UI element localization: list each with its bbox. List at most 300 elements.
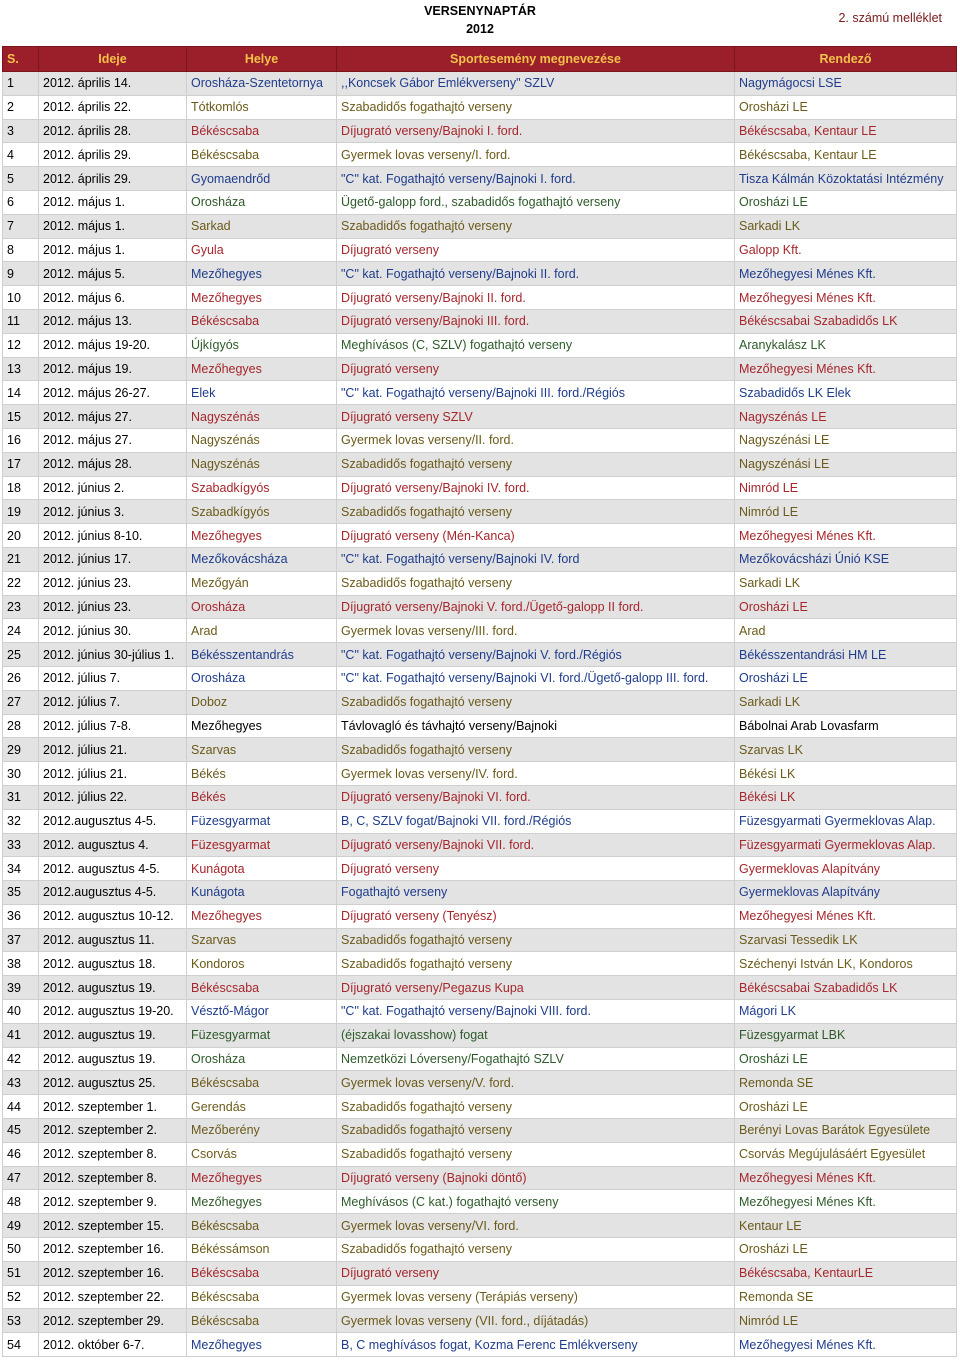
table-row [3,1261,957,1285]
row-number-cell: 24 [3,619,39,643]
organizer-cell: Nagyszénási LE [735,452,957,476]
date-cell: 2012. július 22. [39,785,187,809]
table-row [3,904,957,928]
date-cell: 2012. szeptember 8. [39,1166,187,1190]
place-cell: Békésszentandrás [187,643,337,667]
date-cell: 2012.augusztus 4-5. [39,881,187,905]
date-cell: 2012. szeptember 16. [39,1261,187,1285]
table-row [3,1119,957,1143]
organizer-cell: Orosházi LE [735,190,957,214]
organizer-cell: Gyermeklovas Alapítvány [735,881,957,905]
row-number-cell: 12 [3,333,39,357]
event-cell: "C" kat. Fogathajtó verseny/Bajnoki III. ford./Régiós [337,381,735,405]
date-cell: 2012. április 22. [39,95,187,119]
row-number-cell: 26 [3,666,39,690]
row-number-cell: 36 [3,904,39,928]
organizer-cell: Füzesgyarmati Gyermeklovas Alap. [735,809,957,833]
row-number-cell: 51 [3,1261,39,1285]
organizer-cell: Békéscsaba, Kentaur LE [735,119,957,143]
place-cell: Mezőberény [187,1119,337,1143]
date-cell: 2012. június 30. [39,619,187,643]
event-cell: Díjugrató verseny/Bajnoki VII. ford. [337,833,735,857]
organizer-cell: Békéscsabai Szabadidős LK [735,976,957,1000]
table-row [3,238,957,262]
table-row [3,190,957,214]
organizer-cell: Nagyszénás LE [735,405,957,429]
column-header-place: Helye [187,47,337,72]
organizer-cell: Mezőhegyesi Ménes Kft. [735,524,957,548]
place-cell: Mezőgyán [187,571,337,595]
organizer-cell: Orosházi LE [735,595,957,619]
organizer-cell: Bábolnai Arab Lovasfarm [735,714,957,738]
row-number-cell: 45 [3,1119,39,1143]
place-cell: Szarvas [187,928,337,952]
date-cell: 2012. április 14. [39,72,187,96]
place-cell: Kunágota [187,857,337,881]
organizer-cell: Mezőhegyesi Ménes Kft. [735,1166,957,1190]
event-cell: Szabadidős fogathajtó verseny [337,952,735,976]
table-row [3,1238,957,1262]
row-number-cell: 27 [3,690,39,714]
row-number-cell: 19 [3,500,39,524]
row-number-cell: 46 [3,1142,39,1166]
event-cell: "C" kat. Fogathajtó verseny/Bajnoki V. ford./Régiós [337,643,735,667]
organizer-cell: Szarvasi Tessedik LK [735,928,957,952]
date-cell: 2012. június 30-július 1. [39,643,187,667]
date-cell: 2012. május 19. [39,357,187,381]
table-row [3,1000,957,1024]
row-number-cell: 29 [3,738,39,762]
event-cell: Meghívásos (C, SZLV) fogathajtó verseny [337,333,735,357]
date-cell: 2012. szeptember 29. [39,1309,187,1333]
table-row [3,785,957,809]
organizer-cell: Orosházi LE [735,666,957,690]
place-cell: Békés [187,785,337,809]
place-cell: Kondoros [187,952,337,976]
row-number-cell: 18 [3,476,39,500]
date-cell: 2012. július 21. [39,762,187,786]
event-cell: Gyermek lovas verseny/IV. ford. [337,762,735,786]
event-cell: Szabadidős fogathajtó verseny [337,738,735,762]
row-number-cell: 35 [3,881,39,905]
event-cell: Díjugrató verseny (Bajnoki döntő) [337,1166,735,1190]
date-cell: 2012. május 19-20. [39,333,187,357]
date-cell: 2012. május 27. [39,405,187,429]
date-cell: 2012. szeptember 16. [39,1238,187,1262]
place-cell: Békéscsaba [187,309,337,333]
organizer-cell: Mezőhegyesi Ménes Kft. [735,1190,957,1214]
event-cell: Szabadidős fogathajtó verseny [337,1095,735,1119]
event-cell: Távlovagló és távhajtó verseny/Bajnoki [337,714,735,738]
row-number-cell: 6 [3,190,39,214]
table-row [3,1214,957,1238]
organizer-cell: Békésszentandrási HM LE [735,643,957,667]
event-cell: Gyermek lovas verseny/V. ford. [337,1071,735,1095]
place-cell: Orosháza [187,1047,337,1071]
organizer-cell: Szarvas LK [735,738,957,762]
table-row [3,881,957,905]
date-cell: 2012. június 17. [39,547,187,571]
organizer-cell: Sarkadi LK [735,571,957,595]
row-number-cell: 21 [3,547,39,571]
column-header-date: Ideje [39,47,187,72]
table-row [3,762,957,786]
row-number-cell: 25 [3,643,39,667]
event-cell: Szabadidős fogathajtó verseny [337,1142,735,1166]
organizer-cell: Arad [735,619,957,643]
place-cell: Nagyszénás [187,452,337,476]
place-cell: Békéscsaba [187,1309,337,1333]
table-row [3,119,957,143]
event-cell: Díjugrató verseny [337,238,735,262]
event-cell: Díjugrató verseny [337,357,735,381]
row-number-cell: 22 [3,571,39,595]
row-number-cell: 5 [3,167,39,191]
event-cell: Fogathajtó verseny [337,881,735,905]
row-number-cell: 34 [3,857,39,881]
event-cell: Díjugrató verseny (Tenyész) [337,904,735,928]
date-cell: 2012. május 13. [39,309,187,333]
date-cell: 2012. május 1. [39,214,187,238]
organizer-cell: Mezőhegyesi Ménes Kft. [735,357,957,381]
event-cell: Gyermek lovas verseny/VI. ford. [337,1214,735,1238]
place-cell: Gerendás [187,1095,337,1119]
event-cell: Díjugrató verseny/Bajnoki III. ford. [337,309,735,333]
place-cell: Doboz [187,690,337,714]
place-cell: Mezőhegyes [187,524,337,548]
table-row [3,571,957,595]
table-row [3,405,957,429]
table-row [3,286,957,310]
date-cell: 2012. szeptember 9. [39,1190,187,1214]
event-cell: Díjugrató verseny (Mén-Kanca) [337,524,735,548]
place-cell: Nagyszénás [187,405,337,429]
place-cell: Békéscsaba [187,1285,337,1309]
table-row [3,547,957,571]
event-cell: Meghívásos (C kat.) fogathajtó verseny [337,1190,735,1214]
organizer-cell: Mezőhegyesi Ménes Kft. [735,286,957,310]
date-cell: 2012. augusztus 19. [39,1023,187,1047]
table-row [3,72,957,96]
place-cell: Sarkad [187,214,337,238]
date-cell: 2012. július 7. [39,666,187,690]
column-header-number: S. [3,47,39,72]
place-cell: Tótkomlós [187,95,337,119]
row-number-cell: 37 [3,928,39,952]
organizer-cell: Sarkadi LK [735,214,957,238]
place-cell: Újkígyós [187,333,337,357]
table-row [3,357,957,381]
event-cell: Gyermek lovas verseny/I. ford. [337,143,735,167]
organizer-cell: Orosházi LE [735,1095,957,1119]
date-cell: 2012. június 3. [39,500,187,524]
table-row [3,333,957,357]
table-row [3,1095,957,1119]
date-cell: 2012. augusztus 19. [39,1047,187,1071]
document-title: VERSENYNAPTÁR [424,4,536,18]
date-cell: 2012. augusztus 10-12. [39,904,187,928]
place-cell: Csorvás [187,1142,337,1166]
organizer-cell: Remonda SE [735,1071,957,1095]
place-cell: Mezőhegyes [187,1333,337,1357]
event-cell: Díjugrató verseny SZLV [337,405,735,429]
date-cell: 2012. augusztus 19. [39,976,187,1000]
organizer-cell: Füzesgyarmat LBK [735,1023,957,1047]
organizer-cell: Mezőhegyesi Ménes Kft. [735,1333,957,1357]
date-cell: 2012. szeptember 1. [39,1095,187,1119]
table-row [3,95,957,119]
date-cell: 2012. június 23. [39,595,187,619]
row-number-cell: 54 [3,1333,39,1357]
organizer-cell: Békéscsaba, Kentaur LE [735,143,957,167]
table-row [3,643,957,667]
place-cell: Békéscsaba [187,1214,337,1238]
date-cell: 2012. május 1. [39,238,187,262]
organizer-cell: Szabadidős LK Elek [735,381,957,405]
row-number-cell: 17 [3,452,39,476]
event-cell: Gyermek lovas verseny/III. ford. [337,619,735,643]
date-cell: 2012. május 28. [39,452,187,476]
date-cell: 2012. július 7-8. [39,714,187,738]
date-cell: 2012. április 29. [39,143,187,167]
column-header-event: Sportesemény megnevezése [337,47,735,72]
organizer-cell: Sarkadi LK [735,690,957,714]
date-cell: 2012. május 26-27. [39,381,187,405]
row-number-cell: 48 [3,1190,39,1214]
date-cell: 2012.augusztus 4-5. [39,809,187,833]
place-cell: Füzesgyarmat [187,809,337,833]
table-row [3,1071,957,1095]
table-body [3,72,957,1357]
place-cell: Mezőhegyes [187,904,337,928]
event-cell: Szabadidős fogathajtó verseny [337,928,735,952]
date-cell: 2012. augusztus 4-5. [39,857,187,881]
place-cell: Orosháza [187,666,337,690]
row-number-cell: 47 [3,1166,39,1190]
place-cell: Mezőhegyes [187,1166,337,1190]
date-cell: 2012. augusztus 19-20. [39,1000,187,1024]
date-cell: 2012. október 6-7. [39,1333,187,1357]
organizer-cell: Remonda SE [735,1285,957,1309]
row-number-cell: 8 [3,238,39,262]
table-header-row [3,47,957,72]
row-number-cell: 13 [3,357,39,381]
place-cell: Mezőhegyes [187,1190,337,1214]
date-cell: 2012. július 21. [39,738,187,762]
place-cell: Békéscsaba [187,1071,337,1095]
event-cell: Szabadidős fogathajtó verseny [337,1238,735,1262]
row-number-cell: 53 [3,1309,39,1333]
place-cell: Mezőhegyes [187,357,337,381]
event-cell: "C" kat. Fogathajtó verseny/Bajnoki II. ford. [337,262,735,286]
row-number-cell: 11 [3,309,39,333]
table-row [3,809,957,833]
place-cell: Szabadkígyós [187,500,337,524]
event-cell: Gyermek lovas verseny/II. ford. [337,428,735,452]
organizer-cell: Nimród LE [735,1309,957,1333]
table-row [3,500,957,524]
date-cell: 2012. június 23. [39,571,187,595]
event-cell: "C" kat. Fogathajtó verseny/Bajnoki VIII. ford. [337,1000,735,1024]
organizer-cell: Széchenyi István LK, Kondoros [735,952,957,976]
row-number-cell: 2 [3,95,39,119]
table-row [3,524,957,548]
table-row [3,167,957,191]
row-number-cell: 10 [3,286,39,310]
organizer-cell: Mágori LK [735,1000,957,1024]
organizer-cell: Békéscsabai Szabadidős LK [735,309,957,333]
place-cell: Orosháza-Szentetornya [187,72,337,96]
place-cell: Elek [187,381,337,405]
event-cell: "C" kat. Fogathajtó verseny/Bajnoki VI. ford./Ügető-galopp III. ford. [337,666,735,690]
column-header-organizer: Rendező [735,47,957,72]
event-cell: Szabadidős fogathajtó verseny [337,500,735,524]
date-cell: 2012. május 5. [39,262,187,286]
date-cell: 2012. szeptember 15. [39,1214,187,1238]
document-year: 2012 [466,22,494,36]
date-cell: 2012. június 2. [39,476,187,500]
organizer-cell: Nimród LE [735,500,957,524]
event-cell: Szabadidős fogathajtó verseny [337,95,735,119]
place-cell: Kunágota [187,881,337,905]
table-row [3,1047,957,1071]
organizer-cell: Galopp Kft. [735,238,957,262]
organizer-cell: Füzesgyarmati Gyermeklovas Alap. [735,833,957,857]
event-cell: Díjugrató verseny/Bajnoki II. ford. [337,286,735,310]
table-row [3,833,957,857]
table-row [3,1285,957,1309]
event-cell: (éjszakai lovasshow) fogat [337,1023,735,1047]
organizer-cell: Mezőhegyesi Ménes Kft. [735,904,957,928]
event-cell: Díjugrató verseny/Bajnoki I. ford. [337,119,735,143]
place-cell: Mezőhegyes [187,714,337,738]
event-cell: B, C meghívásos fogat, Kozma Ferenc Emlékverseny [337,1333,735,1357]
place-cell: Mezőhegyes [187,286,337,310]
organizer-cell: Aranykalász LK [735,333,957,357]
event-cell: Gyermek lovas verseny (Terápiás verseny) [337,1285,735,1309]
place-cell: Mezőhegyes [187,262,337,286]
row-number-cell: 31 [3,785,39,809]
organizer-cell: Orosházi LE [735,1238,957,1262]
table-row [3,714,957,738]
row-number-cell: 32 [3,809,39,833]
table-row [3,690,957,714]
date-cell: 2012. augusztus 18. [39,952,187,976]
event-cell: "C" kat. Fogathajtó verseny/Bajnoki IV. ford [337,547,735,571]
row-number-cell: 41 [3,1023,39,1047]
organizer-cell: Tisza Kálmán Közoktatási Intézmény [735,167,957,191]
date-cell: 2012. szeptember 22. [39,1285,187,1309]
event-cell: Szabadidős fogathajtó verseny [337,690,735,714]
table-row [3,1333,957,1357]
table-row [3,476,957,500]
row-number-cell: 44 [3,1095,39,1119]
table-row [3,1023,957,1047]
table-row [3,1190,957,1214]
table-row [3,428,957,452]
event-cell: Szabadidős fogathajtó verseny [337,1119,735,1143]
date-cell: 2012. május 27. [39,428,187,452]
row-number-cell: 28 [3,714,39,738]
date-cell: 2012. július 7. [39,690,187,714]
date-cell: 2012. augusztus 11. [39,928,187,952]
place-cell: Füzesgyarmat [187,833,337,857]
event-cell: Díjugrató verseny [337,857,735,881]
table-row [3,619,957,643]
event-calendar-table [2,46,957,1357]
row-number-cell: 40 [3,1000,39,1024]
event-cell: Díjugrató verseny/Bajnoki VI. ford. [337,785,735,809]
table-row [3,976,957,1000]
table-row [3,143,957,167]
place-cell: Békéscsaba [187,1261,337,1285]
place-cell: Gyomaendrőd [187,167,337,191]
row-number-cell: 15 [3,405,39,429]
event-cell: Díjugrató verseny/Bajnoki V. ford./Ügető-galopp II ford. [337,595,735,619]
row-number-cell: 33 [3,833,39,857]
date-cell: 2012. szeptember 2. [39,1119,187,1143]
organizer-cell: Békési LK [735,785,957,809]
place-cell: Békéscsaba [187,119,337,143]
organizer-cell: Nagyszénási LE [735,428,957,452]
table-row [3,452,957,476]
date-cell: 2012. május 1. [39,190,187,214]
row-number-cell: 38 [3,952,39,976]
row-number-cell: 39 [3,976,39,1000]
place-cell: Békéscsaba [187,143,337,167]
organizer-cell: Csorvás Megújulásáért Egyesület [735,1142,957,1166]
annex-label: 2. számú melléklet [838,11,942,25]
table-row [3,738,957,762]
row-number-cell: 42 [3,1047,39,1071]
row-number-cell: 30 [3,762,39,786]
row-number-cell: 9 [3,262,39,286]
place-cell: Szabadkígyós [187,476,337,500]
organizer-cell: Orosházi LE [735,95,957,119]
event-cell: Nemzetközi Lóverseny/Fogathajtó SZLV [337,1047,735,1071]
place-cell: Gyula [187,238,337,262]
organizer-cell: Kentaur LE [735,1214,957,1238]
date-cell: 2012. április 28. [39,119,187,143]
place-cell: Szarvas [187,738,337,762]
row-number-cell: 50 [3,1238,39,1262]
row-number-cell: 52 [3,1285,39,1309]
place-cell: Arad [187,619,337,643]
event-cell: "C" kat. Fogathajtó verseny/Bajnoki I. ford. [337,167,735,191]
date-cell: 2012. szeptember 8. [39,1142,187,1166]
event-cell: Díjugrató verseny/Pegazus Kupa [337,976,735,1000]
event-cell: Szabadidős fogathajtó verseny [337,214,735,238]
row-number-cell: 4 [3,143,39,167]
organizer-cell: Orosházi LE [735,1047,957,1071]
row-number-cell: 16 [3,428,39,452]
organizer-cell: Mezőkovácsházi Únió KSE [735,547,957,571]
event-cell: Szabadidős fogathajtó verseny [337,571,735,595]
date-cell: 2012. május 6. [39,286,187,310]
table-row [3,1166,957,1190]
event-cell: ,,Koncsek Gábor Emlékverseny" SZLV [337,72,735,96]
table-row [3,666,957,690]
organizer-cell: Gyermeklovas Alapítvány [735,857,957,881]
date-cell: 2012. augusztus 4. [39,833,187,857]
table-row [3,214,957,238]
date-cell: 2012. június 8-10. [39,524,187,548]
organizer-cell: Békéscsaba, KentaurLE [735,1261,957,1285]
table-row [3,262,957,286]
table-row [3,381,957,405]
organizer-cell: Berényi Lovas Barátok Egyesülete [735,1119,957,1143]
place-cell: Füzesgyarmat [187,1023,337,1047]
